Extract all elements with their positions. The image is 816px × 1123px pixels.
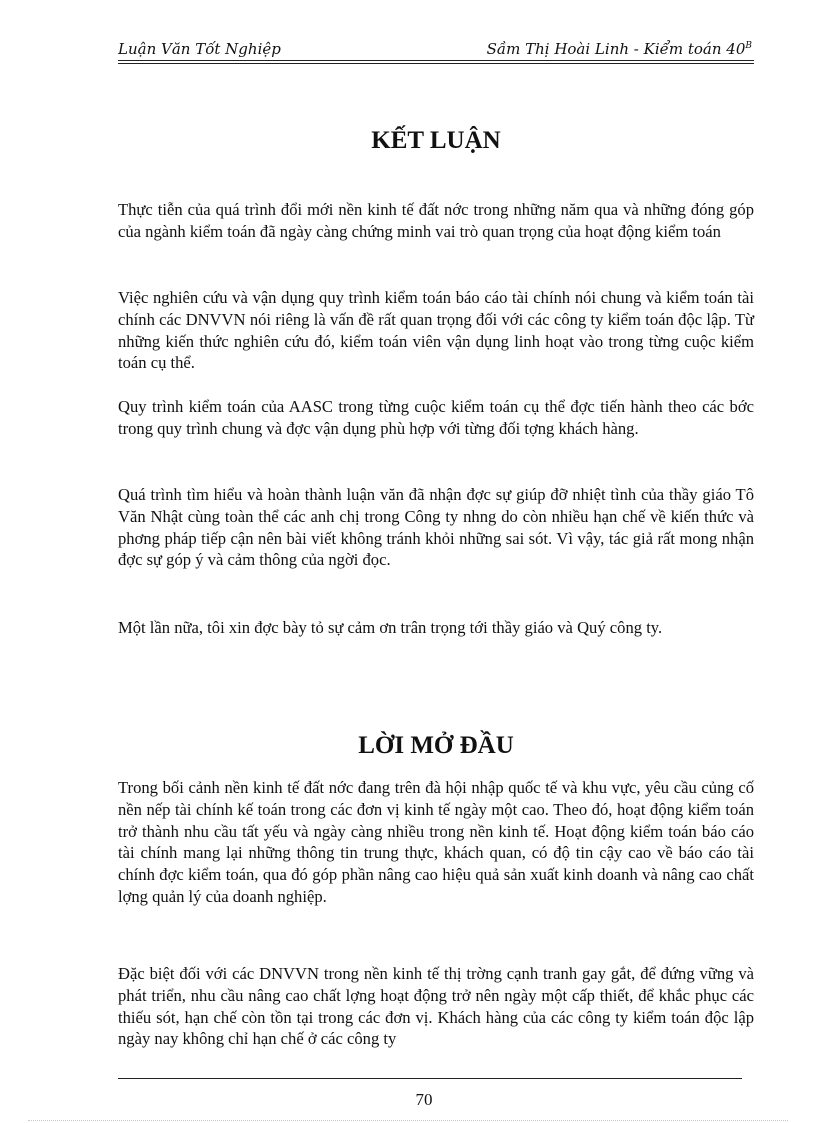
conclusion-title: KẾT LUẬN	[371, 127, 501, 154]
header-author-sup: B	[745, 41, 752, 51]
page-header	[118, 38, 754, 60]
header-rule-bottom	[118, 63, 754, 64]
conclusion-paragraph-1: Thực tiễn của quá trình đổi mới nền kinh tế đất nớc trong những năm qua và những đóng góp của ngành kiểm toán đã ngày càng chứng minh vai trò quan trọng của hoạt động kiểm toán	[118, 200, 754, 241]
footer-rule	[118, 1078, 742, 1079]
page-bottom-border	[28, 1120, 788, 1121]
conclusion-paragraph-4: Quá trình tìm hiểu và hoàn thành luận văn đã nhận đợc sự giúp đỡ nhiệt tình của thầy giáo Tô Văn Nhật cùng toàn thể các anh chị trong Công ty nhng do còn nhiều hạn chế về kiến thức và phơng pháp tiếp cận nên bài viết không tránh khỏi những sai sót. Vì vậy, tác giả rất mong nhận đợc sự góp ý và cảm thông của ngời đọc.	[118, 485, 754, 570]
header-author-text: Sầm Thị Hoài Linh - Kiểm toán 40	[486, 40, 746, 58]
page-number: 70	[415, 1090, 433, 1109]
introduction-title: LỜI MỞ ĐẦU	[358, 732, 514, 759]
conclusion-paragraph-5: Một lần nữa, tôi xin đợc bày tỏ sự cảm ơn trân trọng tới thầy giáo và Quý công ty.	[118, 618, 663, 637]
introduction-paragraph-1: Trong bối cảnh nền kinh tế đất nớc đang trên đà hội nhập quốc tế và khu vực, yêu cầu củng cố nền nếp tài chính kế toán trong các đơn vị kinh tế ngày một cao. Theo đó, hoạt động kiểm toán trở thành nhu cầu tất yếu và ngày càng nhiều trong nền kinh tế. Hoạt động kiểm toán báo cáo tài chính mang lại những thông tin trung thực, khách quan, có độ tin cậy cao về báo cáo tài chính đợc kiểm toán, qua đó góp phần nâng cao hiệu quả sản xuất kinh doanh và nâng cao chất lợng quản lý của doanh nghiệp.	[118, 778, 754, 906]
introduction-paragraph-2: Đặc biệt đối với các DNVVN trong nền kinh tế thị trờng cạnh tranh gay gắt, để đứng vững và phát triển, nhu cầu nâng cao chất lợng hoạt động trở nên ngày một cấp thiết, để khắc phục các thiếu sót, hạn chế còn tồn tại trong các đơn vị. Khách hàng của các công ty kiểm toán độc lập ngày nay không chỉ hạn chế ở các công ty	[118, 964, 754, 1049]
conclusion-paragraph-3: Quy trình kiểm toán của AASC trong từng cuộc kiểm toán cụ thể đợc tiến hành theo các bớc trong quy trình chung và đợc vận dụng phù hợp với từng đối tợng khách hàng.	[118, 397, 754, 438]
header-rule-top	[118, 60, 754, 61]
header-right-author	[487, 40, 752, 58]
header-left-title: Luận Văn Tốt Nghiệp	[118, 40, 281, 58]
conclusion-paragraph-2: Việc nghiên cứu và vận dụng quy trình kiểm toán báo cáo tài chính nói chung và kiểm toán tài chính các DNVVN nói riêng là vấn đề rất quan trọng đối với các công ty kiểm toán độc lập. Từ những kiến thức nghiên cứu đó, kiểm toán viên vận dụng linh hoạt vào trong từng cuộc kiểm toán cụ thể.	[118, 288, 754, 373]
